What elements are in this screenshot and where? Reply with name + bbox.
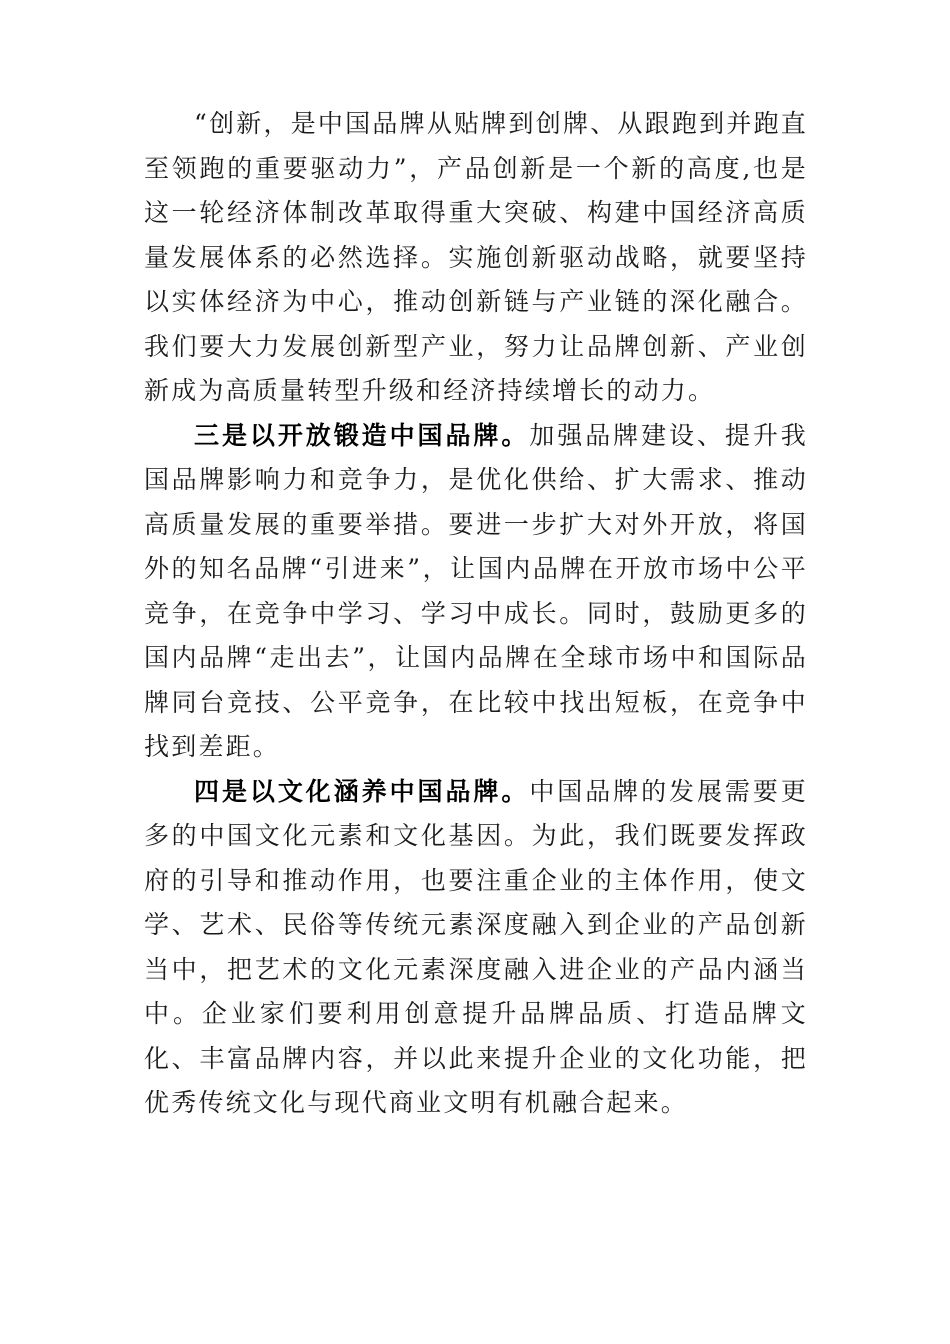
paragraph-lead: 三是以开放锻造中国品牌。 [194,420,530,450]
paragraph-text: 中国品牌的发展需要更多的中国文化元素和文化基因。为此，我们既要发挥政府的引导和推动作用，也要注重企业的主体作用，使文学、艺术、民俗等传统元素深度融入到企业的产品创新当中，把艺术的文化元素深度融入进企业的产品内涵当中。企业家们要利用创意提升品牌品质、打造品牌文化、丰富品牌内容，并以此来提升企业的文化功能，把优秀传统文化与现代商业文明有机融合起来。 [144,776,808,1117]
paragraph-innovation [144,102,808,414]
paragraph-text: 加强品牌建设、提升我国品牌影响力和竞争力，是优化供给、扩大需求、推动高质量发展的重要举措。要进一步扩大对外开放，将国外的知名品牌“引进来”，让国内品牌在开放市场中公平竞争，在竞争中学习、学习中成长。同时，鼓励更多的国内品牌“走出去”，让国内品牌在全球市场中和国际品牌同台竞技、公平竞争，在比较中找出短板，在竞争中找到差距。 [144,420,808,761]
paragraph-culture [144,770,808,1126]
paragraph-openness [144,414,808,770]
paragraph-lead: 四是以文化涵养中国品牌。 [194,776,530,806]
document-body [144,102,808,1126]
paragraph-text: “创新，是中国品牌从贴牌到创牌、从跟跑到并跑直至领跑的重要驱动力”，产品创新是一个新的高度,也是这一轮经济体制改革取得重大突破、构建中国经济高质量发展体系的必然选择。实施创新驱动战略，就要坚持以实体经济为中心，推动创新链与产业链的深化融合。我们要大力发展创新型产业，努力让品牌创新、产业创新成为高质量转型升级和经济持续增长的动力。 [144,109,808,405]
